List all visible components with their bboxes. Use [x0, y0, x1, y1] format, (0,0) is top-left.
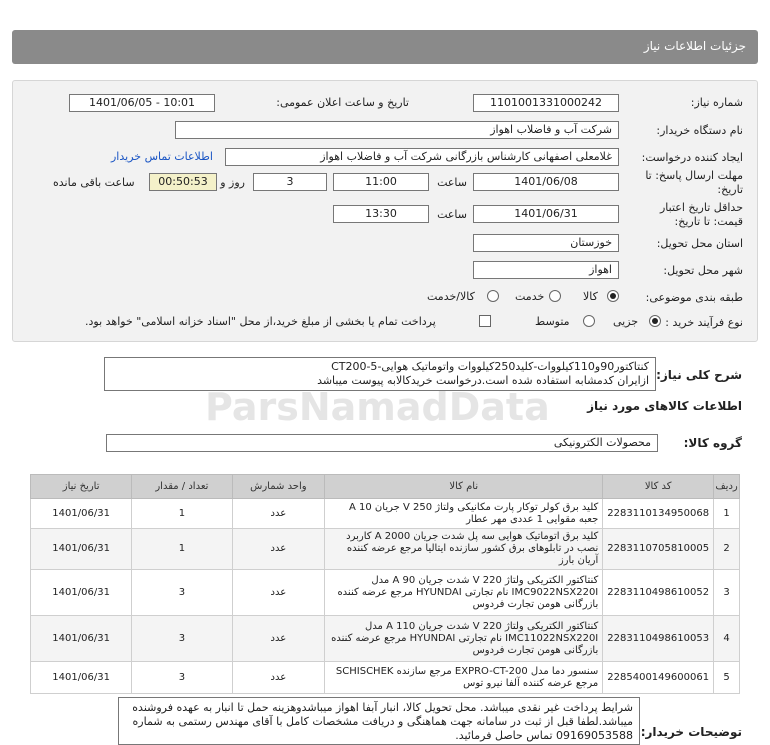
- need-number-label: شماره نیاز:: [690, 96, 743, 109]
- days-field[interactable]: 3: [253, 173, 327, 191]
- process-label: نوع فرآیند خرید :: [665, 316, 743, 329]
- col-date: تاریخ نیاز: [31, 475, 132, 499]
- deadline-date-field[interactable]: 1401/06/08: [473, 173, 619, 191]
- description-line-1: کنتاکتور90و110کیلووات-کلید250کیلووات واتوماتیک هوایی-CT200-5: [331, 360, 649, 373]
- description-box: [104, 357, 656, 391]
- cell-name: کنتاکتور الکتریکی ولتاژ 220 V شدت جریان 90 A مدل IMC9022NSX220I نام تجارتی HYUNDAI مرجع عرضه کننده بازرگانی هومن تجارت فردوس: [325, 570, 603, 616]
- province-field[interactable]: خوزستان: [473, 234, 619, 252]
- announce-field[interactable]: 1401/06/05 - 10:01: [69, 94, 215, 112]
- cell-name: کلید برق کولر توکار پارت مکانیکی ولتاژ 250 V جریان 10 A جعبه مقوایی 1 عددی مهر عطار: [325, 499, 603, 529]
- province-label: استان محل تحویل:: [656, 237, 743, 250]
- treasury-checkbox[interactable]: [479, 315, 491, 327]
- buyer-contact-link[interactable]: اطلاعات تماس خریدار: [111, 150, 213, 163]
- goods-section-title: اطلاعات کالاهای مورد نیاز: [587, 399, 742, 413]
- description-label: شرح کلی نیاز:: [656, 368, 742, 382]
- cell-code: 2283110705810005: [603, 529, 714, 570]
- validity-date-field[interactable]: 1401/06/31: [473, 205, 619, 223]
- validity-time-label: ساعت: [437, 208, 467, 221]
- page-title: جزئیات اطلاعات نیاز: [643, 39, 746, 53]
- cell-unit: عدد: [232, 662, 325, 694]
- cell-code: 2283110134950068: [603, 499, 714, 529]
- cell-date: 1401/06/31: [31, 499, 132, 529]
- payment-note: پرداخت تمام یا بخشی از مبلغ خرید،از محل "اسناد خزانه اسلامی" خواهد بود.: [85, 315, 436, 328]
- watermark: ParsNamadData: [205, 385, 550, 429]
- cell-unit: عدد: [232, 570, 325, 616]
- cell-qty: 1: [132, 499, 232, 529]
- cell-date: 1401/06/31: [31, 616, 132, 662]
- category-radio-service[interactable]: [549, 290, 561, 302]
- cell-date: 1401/06/31: [31, 570, 132, 616]
- validity-time-field[interactable]: 13:30: [333, 205, 429, 223]
- cell-qty: 3: [132, 662, 232, 694]
- cell-date: 1401/06/31: [31, 529, 132, 570]
- process-option-minor: جزیی: [613, 315, 639, 328]
- category-label: طبقه بندی موضوعی:: [645, 291, 743, 304]
- announce-label: تاریخ و ساعت اعلان عمومی:: [276, 96, 409, 109]
- cell-qty: 3: [132, 616, 232, 662]
- cell-code: 2285400149600061: [603, 662, 714, 694]
- buyer-org-field[interactable]: شرکت آب و فاضلاب اهواز: [175, 121, 619, 139]
- buyer-org-label: نام دستگاه خریدار:: [656, 124, 743, 137]
- need-number-field[interactable]: 1101001331000242: [473, 94, 619, 112]
- page-header: [12, 30, 758, 64]
- category-option-service: خدمت: [515, 290, 545, 303]
- city-label: شهر محل تحویل:: [663, 264, 743, 277]
- table-row[interactable]: [31, 616, 740, 662]
- col-qty: تعداد / مقدار: [132, 475, 232, 499]
- buyer-notes-label: توضیحات خریدار:: [640, 725, 742, 739]
- goods-group-label: گروه کالا:: [683, 436, 742, 450]
- cell-name: کنتاکتور الکتریکی ولتاژ 220 V شدت جریان 110 A مدل IMC11022NSX220I نام تجارتی HYUNDAI مرجع عرضه کننده بازرگانی هومن تجارت فردوس: [325, 616, 603, 662]
- cell-qty: 1: [132, 529, 232, 570]
- deadline-time-label: ساعت: [437, 176, 467, 189]
- need-info-panel: [12, 80, 758, 342]
- col-row: ردیف: [714, 475, 740, 499]
- deadline-label-date: تاریخ:: [717, 183, 743, 196]
- cell-row: 1: [714, 499, 740, 529]
- cell-unit: عدد: [232, 616, 325, 662]
- remaining-label: ساعت باقی مانده: [53, 176, 135, 189]
- requester-label: ایجاد کننده درخواست:: [641, 151, 743, 164]
- col-name: نام کالا: [325, 475, 603, 499]
- table-row[interactable]: [31, 499, 740, 529]
- category-radio-goods[interactable]: [607, 290, 619, 302]
- cell-date: 1401/06/31: [31, 662, 132, 694]
- cell-unit: عدد: [232, 499, 325, 529]
- cell-code: 2283110498610052: [603, 570, 714, 616]
- validity-label: حداقل تاریخ اعتبار: [659, 201, 743, 214]
- requester-field[interactable]: غلامعلی اصفهانی کارشناس بازرگانی شرکت آب و فاضلاب اهواز: [225, 148, 619, 166]
- buyer-notes-box: شرایط پرداخت غیر نقدی میباشد. محل تحویل کالا، انبار آبفا اهواز میباشدوهزینه حمل تا انبار به عهده فروشنده میباشد.لطفا قبل از ثبت در سامانه جهت هماهنگی و دریافت مشخصات کامل با آقای مهندس رستمی به شماره 09169053588 تماس حاصل فرمائید.: [118, 697, 640, 745]
- validity-label-date: قیمت: تا تاریخ:: [674, 215, 743, 228]
- table-row[interactable]: [31, 570, 740, 616]
- cell-row: 3: [714, 570, 740, 616]
- cell-qty: 3: [132, 570, 232, 616]
- process-radio-minor[interactable]: [649, 315, 661, 327]
- cell-row: 5: [714, 662, 740, 694]
- goods-group-field[interactable]: محصولات الکترونیکی: [106, 434, 658, 452]
- col-unit: واحد شمارش: [232, 475, 325, 499]
- cell-row: 4: [714, 616, 740, 662]
- table-row[interactable]: [31, 529, 740, 570]
- table-row[interactable]: [31, 662, 740, 694]
- cell-name: کلید برق اتوماتیک هوایی سه پل شدت جریان 2000 A کاربرد نصب در تابلوهای برق کشور سازنده ایتالیا مرجع عرضه کننده آریان بارز: [325, 529, 603, 570]
- process-option-medium: متوسط: [535, 315, 570, 328]
- goods-table-header: [31, 475, 740, 499]
- cell-row: 2: [714, 529, 740, 570]
- description-line-2: ازایران کدمشابه استفاده شده است.درخواست خریدکالابه پیوست میباشد: [317, 374, 649, 387]
- deadline-time-field[interactable]: 11:00: [333, 173, 429, 191]
- process-radio-medium[interactable]: [583, 315, 595, 327]
- cell-code: 2283110498610053: [603, 616, 714, 662]
- category-option-goods: کالا: [583, 290, 598, 303]
- deadline-label: مهلت ارسال پاسخ: تا: [645, 169, 743, 182]
- col-code: کد کالا: [603, 475, 714, 499]
- category-option-goods-service: کالا/خدمت: [427, 290, 475, 303]
- days-label: روز و: [220, 176, 245, 189]
- cell-unit: عدد: [232, 529, 325, 570]
- category-radio-goods-service[interactable]: [487, 290, 499, 302]
- cell-name: سنسور دما مدل EXPRO-CT-200 مرجع سازنده SCHISCHEK مرجع عرضه کننده آلفا نیرو توس: [325, 662, 603, 694]
- remaining-time-field: 00:50:53: [149, 173, 217, 191]
- city-field[interactable]: اهواز: [473, 261, 619, 279]
- goods-table: [30, 474, 740, 694]
